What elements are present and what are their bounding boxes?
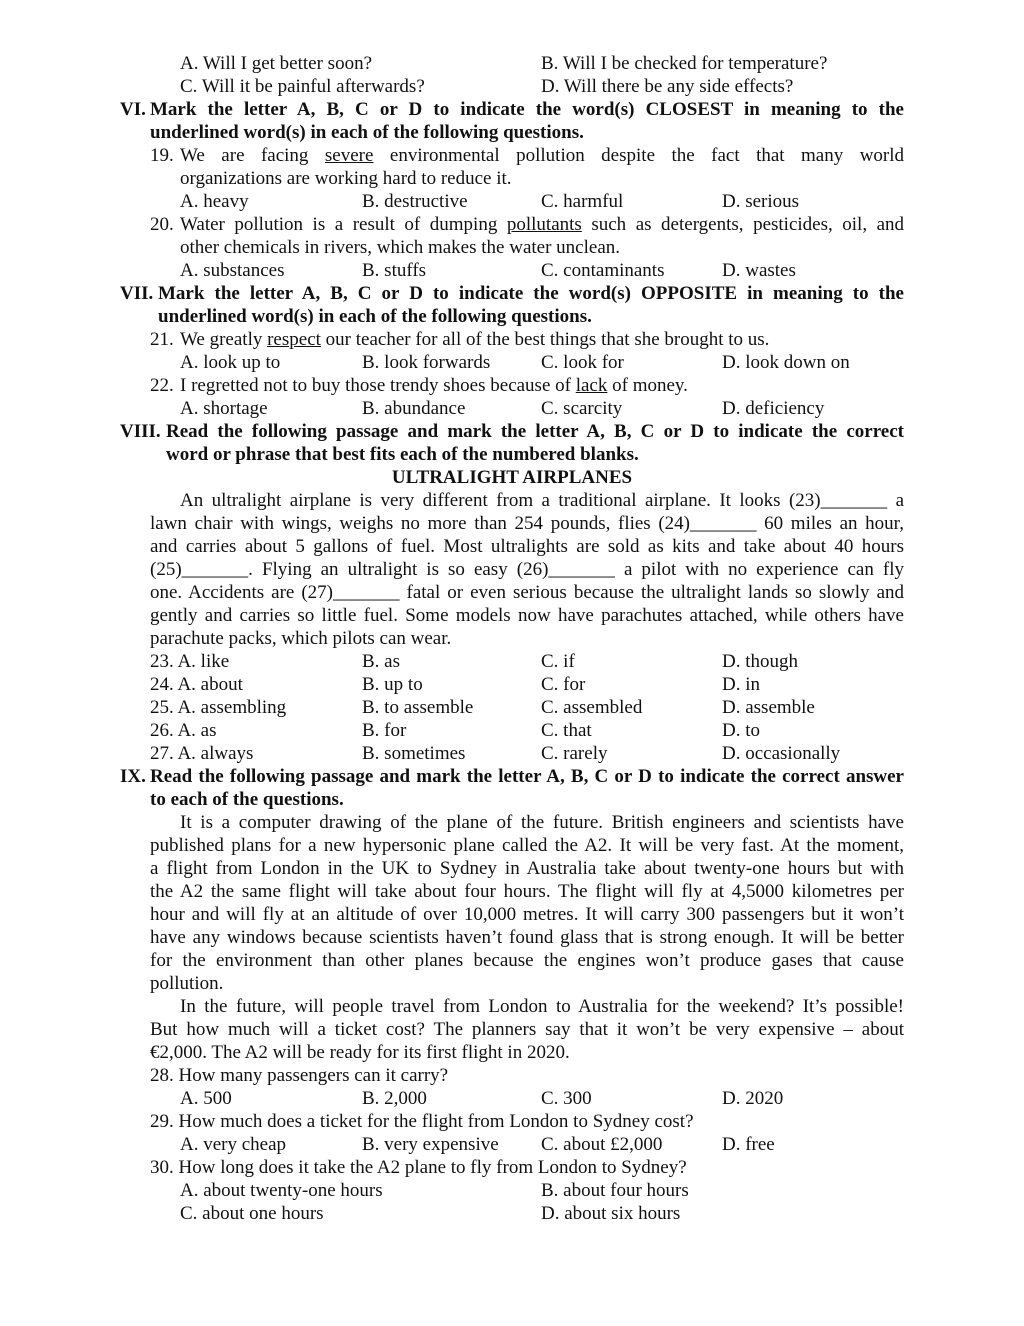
option-d: D. assemble	[722, 697, 815, 718]
passage-line: parachute packs, which pilots can wear.	[150, 628, 452, 649]
option-a: A. look up to	[180, 352, 281, 373]
question-20	[0, 213, 1024, 236]
option-b: B. 2,000	[362, 1088, 427, 1109]
option-d: D. about six hours	[541, 1203, 681, 1224]
section-number: VIII.	[120, 421, 161, 442]
passage-line: But how much will a ticket cost? The planners say that it won’t be very expensive – about	[150, 1019, 904, 1040]
option-c: C. contaminants	[541, 260, 665, 281]
question-21	[0, 328, 1024, 351]
passage-line: In the future, will people travel from London to Australia for the weekend? It’s possible!	[180, 996, 904, 1017]
section-instruction-cont: underlined word(s) in each of the following questions.	[158, 306, 592, 327]
passage-line: gently and carries so little fuel. Some models now have parachutes attached, while others have	[150, 605, 904, 626]
option-a: A. very cheap	[180, 1134, 287, 1155]
options-row	[0, 696, 1024, 719]
option-d: D. Will there be any side effects?	[541, 76, 794, 97]
option-c: C. 300	[541, 1088, 592, 1109]
question-number: 20.	[150, 214, 174, 235]
passage-title: ULTRALIGHT AIRPLANES	[391, 467, 633, 488]
question-22	[0, 374, 1024, 397]
option-d: D. serious	[722, 191, 800, 212]
option-d: D. look down on	[722, 352, 850, 373]
option-d: D. to	[722, 720, 760, 741]
option-b: B. destructive	[362, 191, 468, 212]
option-c: C. assembled	[541, 697, 643, 718]
passage-line: and carries about 5 gallons of fuel. Most ultralights are sold as kits and take about 40 hours	[150, 536, 904, 557]
passage-line: for the environment than other planes because the engines won’t produce gases that cause	[150, 950, 904, 971]
underlined-word: lack	[575, 375, 608, 396]
question-text: We are facing severe environmental pollution despite the fact that many world	[180, 145, 905, 166]
options-row	[0, 1087, 1024, 1110]
question-19-cont	[0, 167, 1024, 190]
option-d: D. though	[722, 651, 798, 672]
question-text: 29. How much does a ticket for the flight from London to Sydney cost?	[150, 1111, 694, 1132]
option-a: 27. A. always	[150, 743, 254, 764]
option-b: B. very expensive	[362, 1134, 499, 1155]
section-instruction-cont: underlined word(s) in each of the following questions.	[150, 122, 584, 143]
question-number: 19.	[150, 145, 174, 166]
passage-line: published plans for a new hypersonic plane called the A2. It will be very fast. At the moment,	[150, 835, 904, 856]
option-a: 23. A. like	[150, 651, 230, 672]
option-b: B. as	[362, 651, 400, 672]
question-text: We greatly respect our teacher for all of the best things that she brought to us.	[180, 329, 770, 350]
option-d: D. free	[722, 1134, 775, 1155]
section-instruction: Mark the letter A, B, C or D to indicate the word(s) CLOSEST in meaning to the	[150, 99, 904, 120]
option-b: B. for	[362, 720, 407, 741]
underlined-word: severe	[324, 145, 374, 166]
section-heading	[0, 98, 1024, 121]
section-number: VI.	[120, 99, 146, 120]
passage-line: (25)_______. Flying an ultralight is so easy (26)_______ a pilot with no experience can fly	[150, 559, 904, 580]
options-row	[0, 1179, 1024, 1202]
option-a: 24. A. about	[150, 674, 243, 695]
question-text-cont: other chemicals in rivers, which makes the water unclean.	[180, 237, 620, 258]
question-text: I regretted not to buy those trendy shoes because of lack of money.	[180, 375, 688, 396]
section-instruction: Read the following passage and mark the letter A, B, C or D to indicate the correct answer	[150, 766, 904, 787]
question-text-cont: organizations are working hard to reduce it.	[180, 168, 512, 189]
option-b: B. about four hours	[541, 1180, 689, 1201]
section-instruction-cont: to each of the questions.	[150, 789, 344, 810]
passage-line: An ultralight airplane is very different from a traditional airplane. It looks (23)_______ a	[180, 490, 904, 511]
question-20-cont	[0, 236, 1024, 259]
option-d: D. deficiency	[722, 398, 825, 419]
option-b: B. look forwards	[362, 352, 491, 373]
section-instruction-cont: word or phrase that best fits each of the numbered blanks.	[166, 444, 639, 465]
passage-line: one. Accidents are (27)_______ fatal or even serious because the ultralight lands so slowly and	[150, 582, 904, 603]
passage-line: hour and will fly at an altitude of over 10,000 metres. It will carry 300 passengers but it won’t	[150, 904, 904, 925]
option-a: 26. A. as	[150, 720, 217, 741]
option-c: C. rarely	[541, 743, 608, 764]
passage-line: It is a computer drawing of the plane of the future. British engineers and scientists have	[180, 812, 904, 833]
option-a: A. Will I get better soon?	[180, 53, 373, 74]
section-instruction: Read the following passage and mark the letter A, B, C or D to indicate the correct	[166, 421, 904, 442]
option-a: A. shortage	[180, 398, 268, 419]
section-heading	[0, 420, 1024, 443]
option-b: B. stuffs	[362, 260, 427, 281]
passage-line: a flight from London in the UK to Sydney in Australia take about twenty-one hours but with	[150, 858, 904, 879]
underlined-word: pollutants	[506, 214, 582, 235]
section-heading-cont	[0, 121, 1024, 144]
option-b: B. up to	[362, 674, 423, 695]
passage-line: the A2 the same flight will take about four hours. The flight will fly at 4,5000 kilometres per	[150, 881, 904, 902]
option-b: B. to assemble	[362, 697, 474, 718]
passage-title-row	[0, 466, 1024, 489]
option-d: D. occasionally	[722, 743, 841, 764]
option-a: A. substances	[180, 260, 285, 281]
option-c: C. about £2,000	[541, 1134, 663, 1155]
option-b: B. sometimes	[362, 743, 466, 764]
option-a: A. heavy	[180, 191, 249, 212]
section-heading	[0, 765, 1024, 788]
options-row	[0, 259, 1024, 282]
option-c: C. about one hours	[180, 1203, 324, 1224]
options-row	[0, 190, 1024, 213]
option-b: B. abundance	[362, 398, 466, 419]
passage-line: have any windows because scientists haven’t found glass that is strong enough. It will be better	[150, 927, 904, 948]
question-30	[0, 1156, 1024, 1179]
options-row	[0, 1133, 1024, 1156]
option-a: A. 500	[180, 1088, 232, 1109]
options-row	[0, 673, 1024, 696]
question-text: 30. How long does it take the A2 plane to fly from London to Sydney?	[150, 1157, 687, 1178]
option-c: C. look for	[541, 352, 624, 373]
section-heading-cont	[0, 305, 1024, 328]
section-heading-cont	[0, 788, 1024, 811]
question-29	[0, 1110, 1024, 1133]
options-row	[0, 397, 1024, 420]
passage-line: pollution.	[150, 973, 224, 994]
section-number: IX.	[120, 766, 146, 787]
worksheet-page	[0, 52, 1024, 1225]
section-number: VII.	[120, 283, 154, 304]
passage-line: €2,000. The A2 will be ready for its first flight in 2020.	[150, 1042, 570, 1063]
options-row	[0, 1202, 1024, 1225]
section-heading	[0, 282, 1024, 305]
option-d: D. in	[722, 674, 760, 695]
question-number: 22.	[150, 375, 174, 396]
options-row	[0, 52, 1024, 75]
option-c: C. that	[541, 720, 592, 741]
question-19	[0, 144, 1024, 167]
option-c: C. for	[541, 674, 586, 695]
option-c: C. harmful	[541, 191, 624, 212]
passage-line: lawn chair with wings, weighs no more than 254 pounds, flies (24)_______ 60 miles an hour,	[150, 513, 904, 534]
question-text: Water pollution is a result of dumping pollutants such as detergents, pesticides, oil, and	[180, 214, 905, 235]
options-row	[0, 742, 1024, 765]
options-row	[0, 719, 1024, 742]
option-d: D. 2020	[722, 1088, 784, 1109]
options-row	[0, 351, 1024, 374]
section-heading-cont	[0, 443, 1024, 466]
section-instruction: Mark the letter A, B, C or D to indicate the word(s) OPPOSITE in meaning to the	[158, 283, 904, 304]
option-c: C. Will it be painful afterwards?	[180, 76, 425, 97]
option-c: C. scarcity	[541, 398, 623, 419]
option-d: D. wastes	[722, 260, 796, 281]
question-number: 21.	[150, 329, 174, 350]
option-a: 25. A. assembling	[150, 697, 287, 718]
option-a: A. about twenty-one hours	[180, 1180, 383, 1201]
option-c: C. if	[541, 651, 575, 672]
option-b: B. Will I be checked for temperature?	[541, 53, 828, 74]
underlined-word: respect	[267, 329, 321, 350]
options-row	[0, 75, 1024, 98]
question-28	[0, 1064, 1024, 1087]
options-row	[0, 650, 1024, 673]
question-text: 28. How many passengers can it carry?	[150, 1065, 449, 1086]
